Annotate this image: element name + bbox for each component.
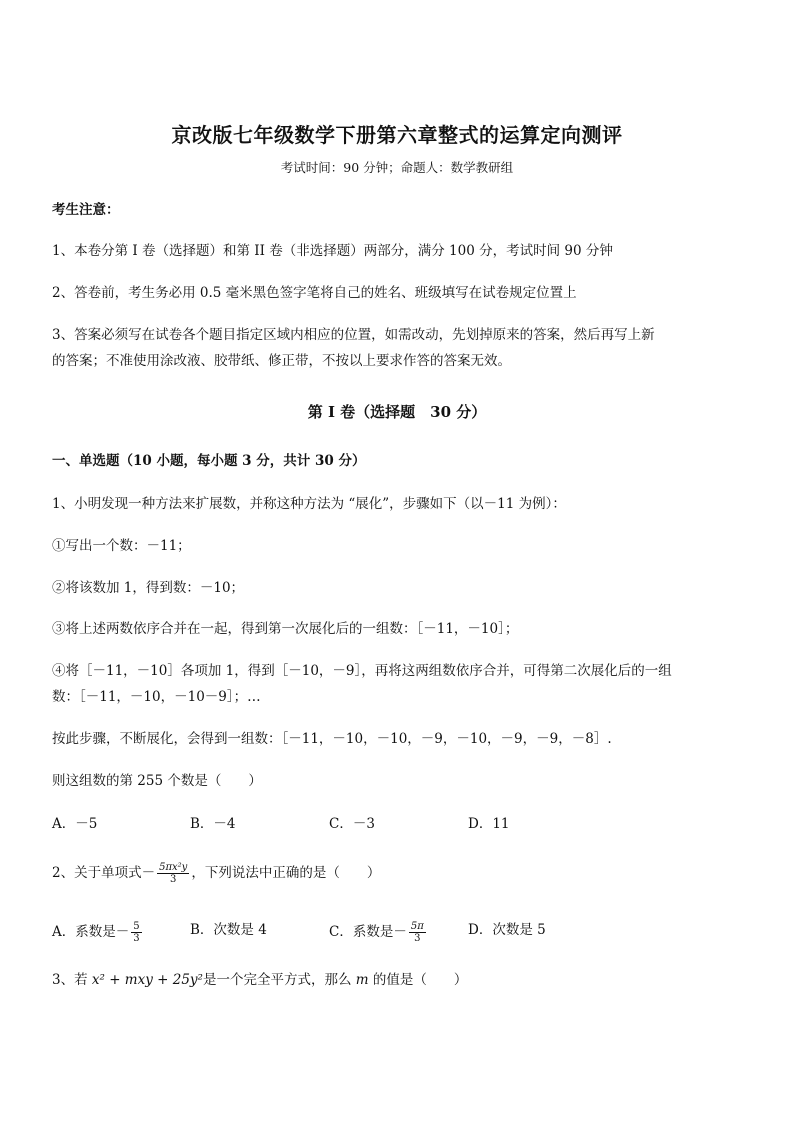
q1-step1: ①写出一个数：－11； [52, 538, 191, 554]
q2-fraction-num: 5πx²y [159, 862, 188, 873]
notice-item-3: 3、答案必须写在试卷各个题目指定区域内相应的位置，如需改动，先划掉原来的答案，然后再写上新 [52, 327, 655, 343]
q2-option-a-num: 5 [133, 921, 140, 932]
q3-middle: 是一个完全平方式，那么 [202, 972, 356, 988]
q2-option-a-prefix: A．系数是－ [52, 924, 130, 940]
notice-item-2: 2、答卷前，考生务必用 0.5 毫米黑色签字笔将自己的姓名、班级填写在试卷规定位置上 [52, 285, 577, 301]
q2-prefix: 2、关于单项式－ [52, 865, 156, 881]
q1-continue: 按此步骤，不断展化，会得到一组数：［－11，－10，－10，－9，－10，－9，－9，－8］. [52, 731, 612, 747]
q2-option-c-den: 3 [414, 933, 421, 944]
q3-expression: x² + mxy + 25y² [91, 972, 203, 988]
q1-ask: 则这组数的第 255 个数是（ ） [52, 773, 262, 789]
q1-step4: ④将［－11，－10］各项加 1，得到［－10，－9］，再将这两组数依序合并，可得第二次展化后的一组 [52, 663, 672, 679]
q1-option-b: B．－4 [190, 816, 236, 832]
q2-option-c-fraction [409, 921, 426, 944]
q2-fraction [157, 862, 189, 885]
q2-option-d: D．次数是 5 [468, 922, 546, 938]
q3-stem [52, 971, 467, 989]
q2-option-a [52, 921, 144, 944]
q1-option-a: A．－5 [52, 816, 98, 832]
q1-step3: ③将上述两数依序合并在一起，得到第一次展化后的一组数：［－11，－10］； [52, 621, 519, 637]
notice-heading: 考生注意： [52, 202, 120, 218]
q3-variable: m [355, 972, 369, 988]
q2-option-c-num: 5π [410, 921, 424, 932]
q2-suffix: ，下列说法中正确的是（ ） [191, 865, 381, 881]
q2-option-c [329, 921, 428, 944]
q2-option-a-den: 3 [133, 933, 140, 944]
q1-option-d: D．11 [468, 816, 510, 832]
notice-item-1: 1、本卷分第 I 卷（选择题）和第 II 卷（非选择题）两部分，满分 100 分，考试时间 90 分钟 [52, 243, 613, 259]
q1-stem: 1、小明发现一种方法来扩展数，并称这种方法为 “展化”，步骤如下（以－11 为例）： [52, 496, 566, 512]
q1-step2: ②将该数加 1，得到数：－10； [52, 580, 245, 596]
q2-stem [52, 862, 380, 885]
q2-fraction-den: 3 [170, 874, 177, 885]
q1-step4-cont: 数：［－11，－10，－10－9］；… [52, 689, 261, 705]
notice-item-3-cont: 的答案；不准使用涂改液、胶带纸、修正带，不按以上要求作答的答案无效。 [52, 353, 511, 369]
page-title: 京改版七年级数学下册第六章整式的运算定向测评 [171, 123, 623, 147]
part-heading: 一、单选题（10 小题，每小题 3 分，共计 30 分） [52, 453, 366, 469]
q3-prefix: 3、若 [52, 972, 92, 988]
q3-suffix: 的值是（ ） [368, 972, 468, 988]
q2-option-b: B．次数是 4 [190, 922, 267, 938]
page-subtitle: 考试时间：90 分钟；命题人：数学教研组 [280, 160, 514, 175]
q1-option-c: C．－3 [329, 816, 375, 832]
section-title: 第 I 卷（选择题 30 分） [307, 403, 487, 421]
q2-option-a-fraction [131, 921, 141, 944]
q2-option-c-prefix: C．系数是－ [329, 924, 407, 940]
